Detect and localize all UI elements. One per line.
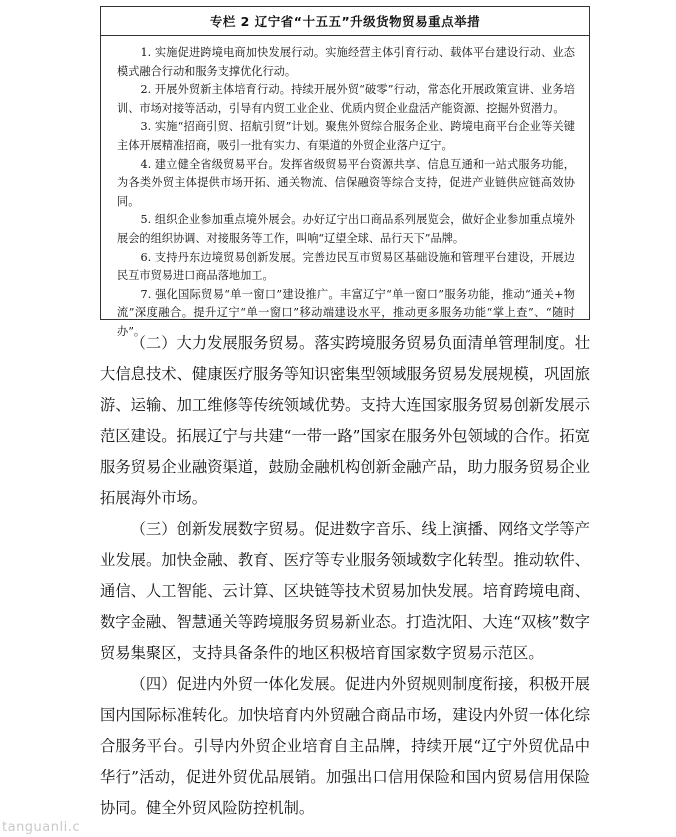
column-item: 3. 实施“招商引贸、招航引贸”计划。聚焦外贸综合服务企业、跨境电商平台企业等关键主体开展精准招商，吸引一批有实力、有渠道的外贸企业落户辽宁。 <box>117 120 575 152</box>
column-item: 4. 建立健全省级贸易平台。发挥省级贸易平台资源共享、信息互通和一站式服务功能，为各类外贸主体提供市场开拓、通关物流、信保融资等综合支持，促进产业链供应链高效协同。 <box>117 157 575 208</box>
column-title: 专栏 2 辽宁省“十五五”升级货物贸易重点举措 <box>101 7 589 36</box>
column-box <box>100 6 590 338</box>
column-item: 7. 强化国际贸易“单一窗口”建设推广。丰富辽宁“单一窗口”服务功能，推动“通关+物流”深度融合。提升辽宁“单一窗口”移动端建设水平，推动更多服务功能“掌上查”、“随时办”。 <box>117 287 575 338</box>
column-item: 2. 开展外贸新主体培育行动。持续开展外贸“破零”行动，常态化开展政策宣讲、业务培训、市场对接等活动，引导有内贸工业企业、优质内贸企业盘活产能资源、挖掘外贸潜力。 <box>117 83 575 115</box>
body-text <box>100 328 590 824</box>
watermark: tanguanli.c <box>2 820 81 835</box>
paragraph-domestic-foreign-trade: （四）促进内外贸一体化发展。促进内外贸规则制度衔接，积极开展国内国际标准转化。加快培育内外贸融合商品市场，建设内外贸一体化综合服务平台。引导内外贸企业培育自主品牌，持续开展“辽宁外贸优品中华行”活动，促进外贸优品展销。加强出口信用保险和国内贸易信用保险协同。健全外贸风险防控机制。 <box>100 675 590 817</box>
column-item: 6. 支持丹东边境贸易创新发展。完善边民互市贸易区基础设施和管理平台建设，开展边民互市贸易进口商品落地加工。 <box>117 250 575 283</box>
column-body <box>101 36 589 342</box>
column-item: 5. 组织企业参加重点境外展会。办好辽宁出口商品系列展览会，做好企业参加重点境外展会的组织协调、对接服务等工作，叫响“辽望全球、品行天下”品牌。 <box>117 213 575 245</box>
paragraph-digital-trade: （三）创新发展数字贸易。促进数字音乐、线上演播、网络文学等产业发展。加快金融、教育、医疗等专业服务领域数字化转型。推动软件、通信、人工智能、云计算、区块链等技术贸易加快发展。培育跨境电商、数字金融、智慧通关等跨境服务贸易新业态。打造沈阳、大连“双核”数字贸易集聚区，支持具备条件的地区积极培育国家数字贸易示范区。 <box>100 520 590 662</box>
paragraph-service-trade: （二）大力发展服务贸易。落实跨境服务贸易负面清单管理制度。壮大信息技术、健康医疗服务等知识密集型领域服务贸易发展规模，巩固旅游、运输、加工维修等传统领域优势。支持大连国家服务贸易创新发展示范区建设。拓展辽宁与共建“一带一路”国家在服务外包领域的合作。拓宽服务贸易企业融资渠道，鼓励金融机构创新金融产品，助力服务贸易企业拓展海外市场。 <box>100 334 590 507</box>
column-item: 1. 实施促进跨境电商加快发展行动。实施经营主体引育行动、载体平台建设行动、业态模式融合行动和服务支撑优化行动。 <box>117 46 575 78</box>
